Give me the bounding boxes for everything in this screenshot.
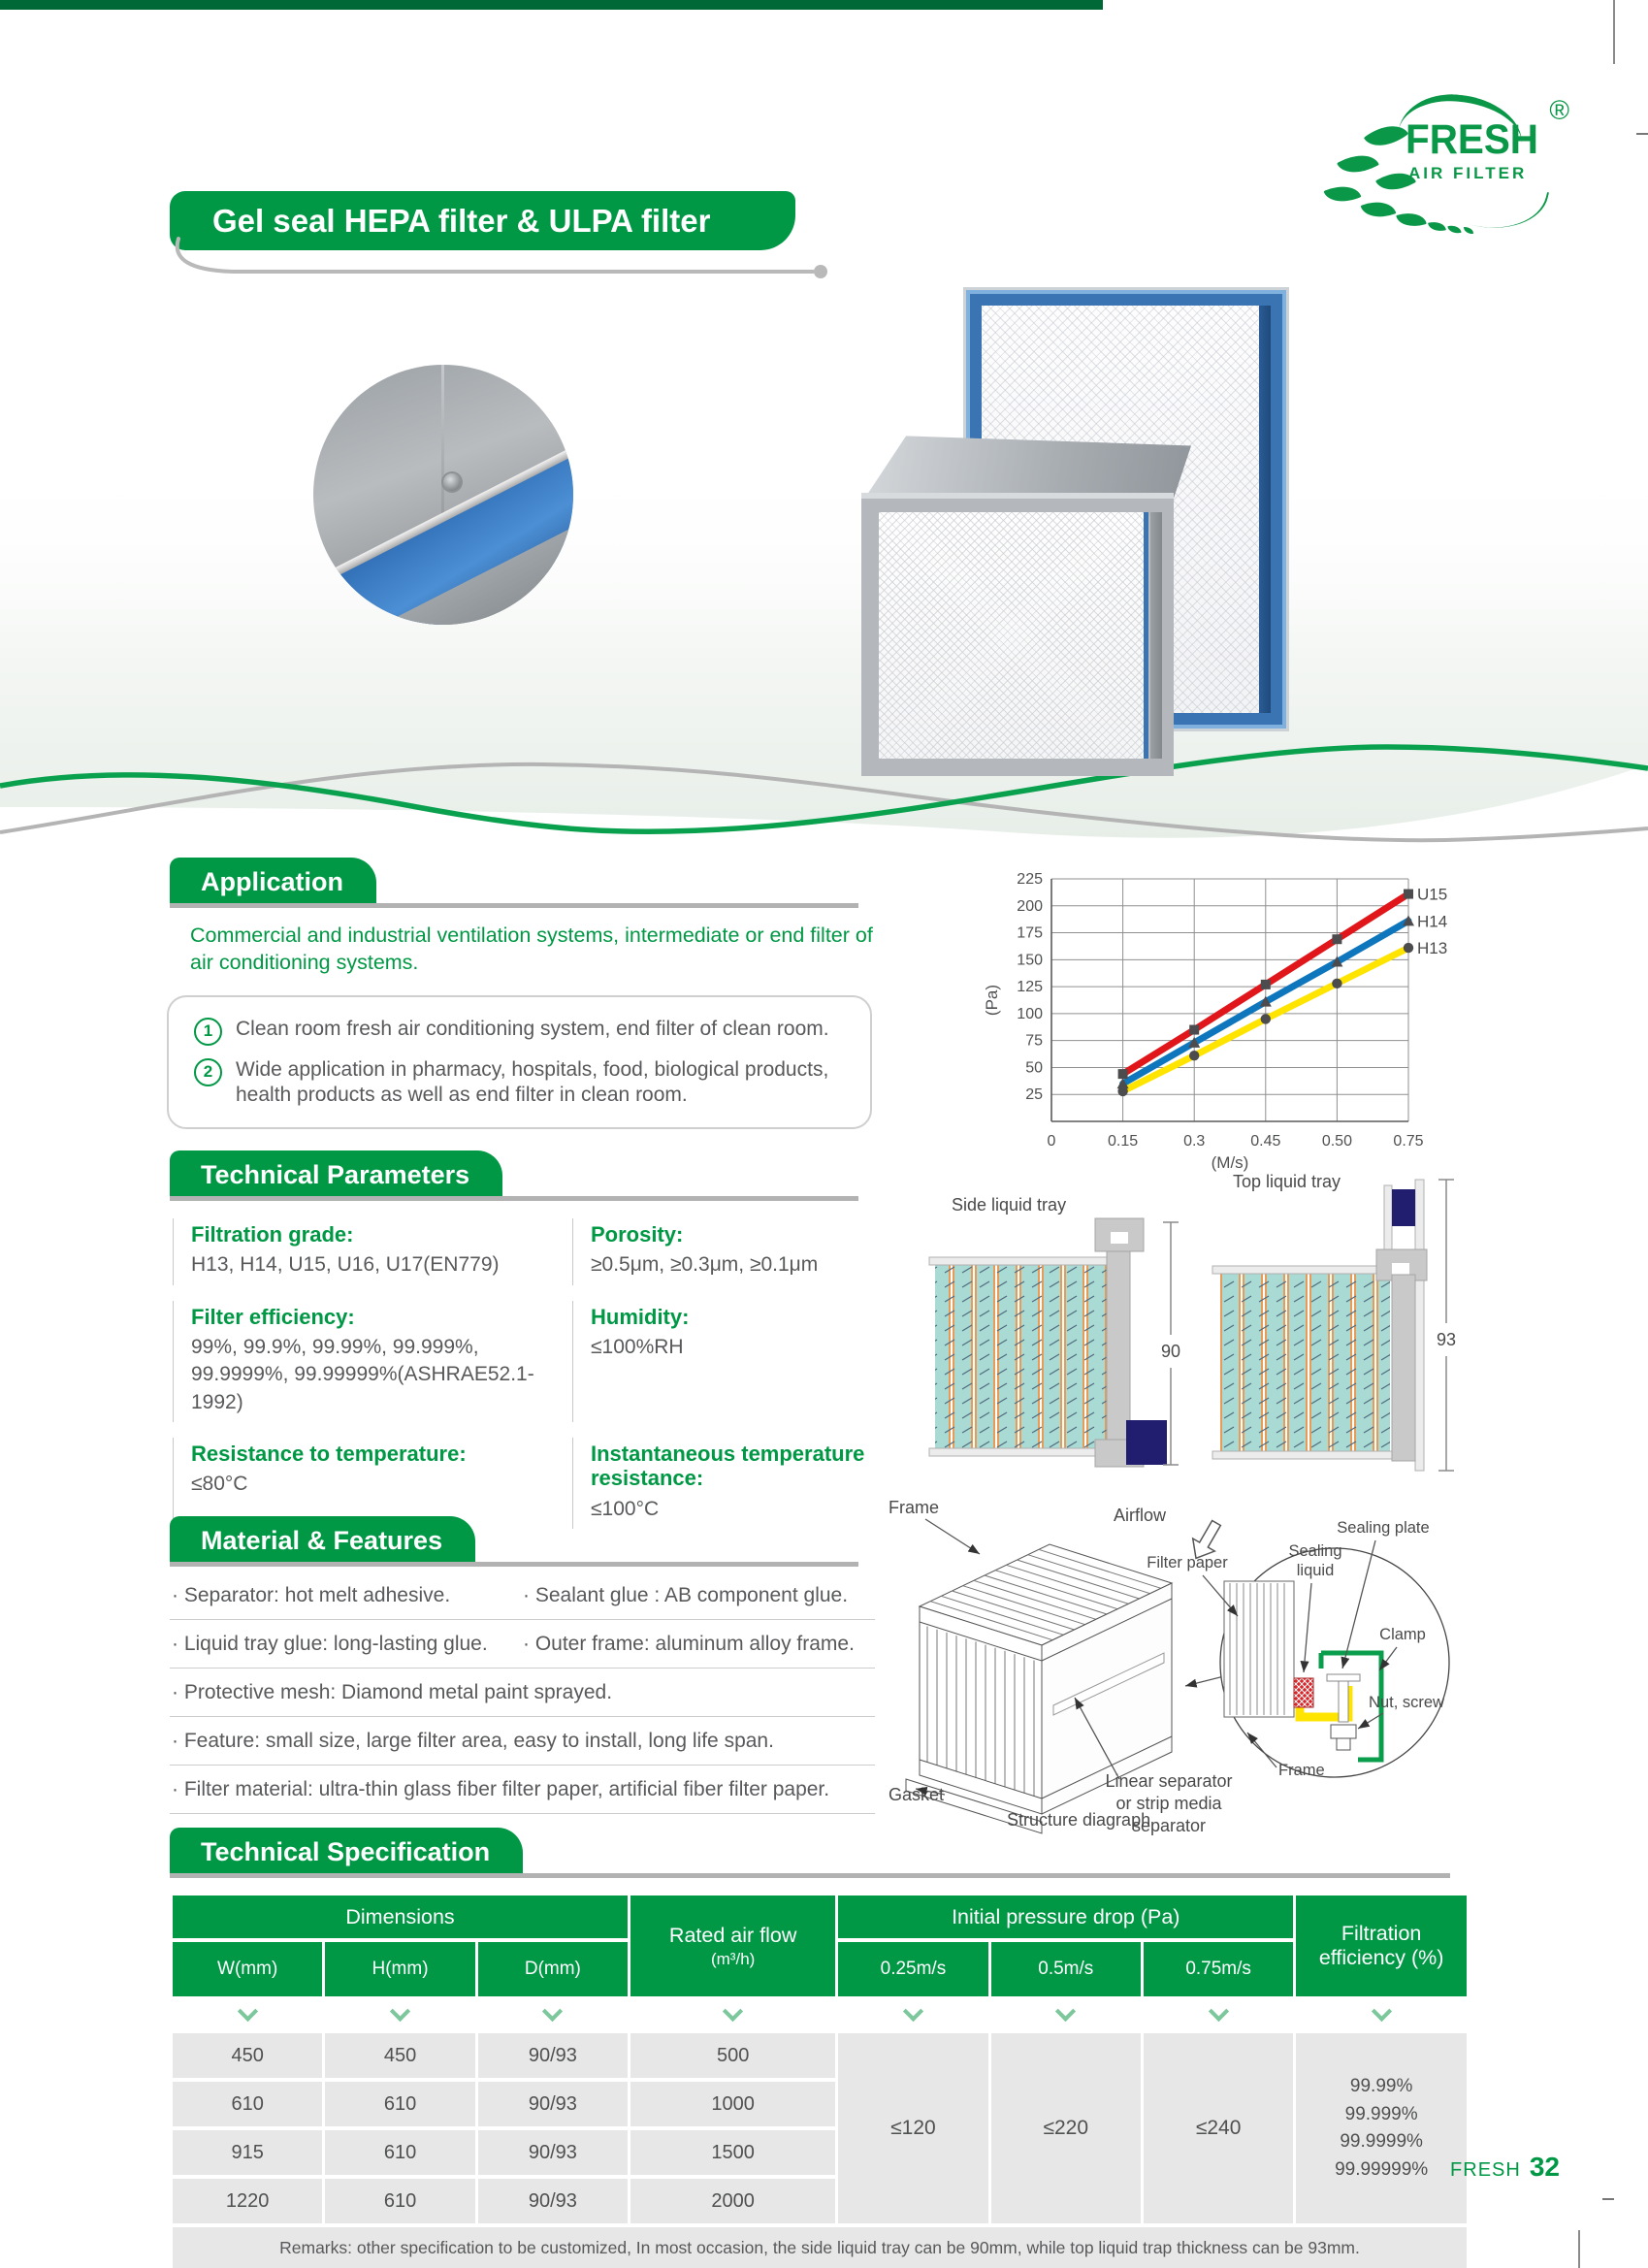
svg-text:150: 150 bbox=[1017, 952, 1043, 969]
svg-text:Side liquid tray: Side liquid tray bbox=[952, 1195, 1067, 1215]
svg-text:25: 25 bbox=[1025, 1086, 1043, 1104]
title-underline bbox=[165, 235, 844, 283]
technical-parameters-grid bbox=[173, 1218, 878, 1529]
svg-text:U15: U15 bbox=[1417, 885, 1448, 904]
svg-text:0.15: 0.15 bbox=[1108, 1133, 1139, 1150]
application-item-text: Wide application in pharmacy, hospitals, food, biological products, health products as well as end filter in clean room. bbox=[236, 1057, 829, 1106]
brand-subname: AIR FILTER bbox=[1408, 164, 1528, 182]
pressure-cell: ≤120 bbox=[838, 2033, 987, 2223]
leaf-icon bbox=[1464, 227, 1473, 234]
col-initial-pressure-drop: Initial pressure drop (Pa) bbox=[838, 1895, 1293, 1938]
material-features-list bbox=[170, 1571, 875, 1814]
svg-text:Clamp: Clamp bbox=[1379, 1626, 1426, 1643]
svg-text:Structure diagraph: Structure diagraph bbox=[1007, 1810, 1151, 1830]
sub-header-cell: 0.75m/s bbox=[1144, 1942, 1293, 1996]
parameter-value: ≤100°C bbox=[591, 1497, 660, 1520]
table-cell: 90/93 bbox=[478, 2033, 628, 2078]
svg-text:or strip media: or strip media bbox=[1115, 1794, 1222, 1813]
svg-text:Sealing: Sealing bbox=[1288, 1542, 1342, 1560]
svg-text:H13: H13 bbox=[1417, 939, 1448, 958]
parameter-label: Resistance to temperature: bbox=[191, 1441, 467, 1466]
number-badge: 1 bbox=[194, 1018, 222, 1046]
parameter-block bbox=[173, 1301, 572, 1422]
col-rated-air-flow: Rated air flow (m³/h) bbox=[630, 1895, 835, 1996]
section-divider bbox=[170, 1873, 1450, 1878]
col-filtration-efficiency: Filtration efficiency (%) bbox=[1296, 1895, 1467, 1996]
parameter-value: H13, H14, U15, U16, U17(EN779) bbox=[191, 1253, 500, 1277]
crop-mark bbox=[1636, 133, 1648, 135]
svg-text:H14: H14 bbox=[1417, 912, 1448, 931]
svg-text:Nut, screw: Nut, screw bbox=[1369, 1694, 1444, 1711]
remarks-text: Remarks: other specification to be customized, In most occasion, the side liquid tray can be 90mm, while top liquid trap thickness can be 93mm. bbox=[173, 2227, 1467, 2268]
section-tab-application: Application bbox=[170, 858, 376, 906]
brand-logo bbox=[1324, 89, 1571, 252]
parameter-label: Filter efficiency: bbox=[191, 1304, 355, 1329]
parameter-label: Humidity: bbox=[591, 1304, 690, 1329]
svg-text:93: 93 bbox=[1437, 1330, 1457, 1349]
svg-text:175: 175 bbox=[1017, 924, 1043, 942]
crop-mark bbox=[1613, 0, 1615, 64]
table-cell: 500 bbox=[630, 2033, 835, 2078]
parameter-value: 99%, 99.9%, 99.99%, 99.999%, 99.9999%, 99.99999%(ASHRAE52.1-1992) bbox=[191, 1335, 534, 1413]
chevron-down-icon bbox=[390, 2001, 410, 2022]
feature-row bbox=[170, 1669, 875, 1717]
parameter-label: Instantaneous temperature resistance: bbox=[591, 1441, 865, 1491]
svg-text:Frame: Frame bbox=[889, 1498, 940, 1517]
brand-name: FRESH bbox=[1406, 116, 1538, 163]
crop-mark bbox=[1578, 2230, 1580, 2268]
sub-header-cell: H(mm) bbox=[325, 1942, 474, 1996]
chevron-down-icon bbox=[1055, 2001, 1076, 2022]
parameter-block bbox=[173, 1438, 572, 1529]
table-cell: 2000 bbox=[630, 2179, 835, 2223]
table-cell: 610 bbox=[173, 2082, 322, 2126]
feature-text: · Feature: small size, large filter area, easy to install, long life span. bbox=[172, 1730, 774, 1752]
svg-text:75: 75 bbox=[1025, 1032, 1043, 1050]
col-dimensions: Dimensions bbox=[173, 1895, 628, 1938]
structure-diagram bbox=[883, 1492, 1484, 1843]
table-cell: 610 bbox=[325, 2179, 474, 2223]
remarks-row bbox=[173, 2227, 1467, 2268]
feature-row bbox=[170, 1766, 875, 1814]
chevron-down-icon bbox=[723, 2001, 743, 2022]
application-item bbox=[194, 1017, 845, 1046]
parameter-label: Filtration grade: bbox=[191, 1222, 354, 1247]
section-tab-technical-parameters: Technical Parameters bbox=[170, 1150, 502, 1199]
feature-row bbox=[170, 1620, 875, 1669]
svg-text:225: 225 bbox=[1017, 871, 1043, 888]
svg-text:0.50: 0.50 bbox=[1321, 1133, 1352, 1150]
registered-mark: ® bbox=[1549, 95, 1569, 125]
feature-text: · Protective mesh: Diamond metal paint sprayed. bbox=[172, 1681, 613, 1703]
svg-text:0.3: 0.3 bbox=[1183, 1133, 1206, 1150]
table-cell: 90/93 bbox=[478, 2130, 628, 2175]
crop-mark bbox=[1602, 2198, 1614, 2200]
svg-text:100: 100 bbox=[1017, 1005, 1043, 1022]
parameter-block bbox=[572, 1438, 878, 1529]
svg-text:(M/s): (M/s) bbox=[1211, 1153, 1249, 1172]
svg-text:0: 0 bbox=[1047, 1133, 1056, 1150]
table-cell: 1000 bbox=[630, 2082, 835, 2126]
svg-text:(Pa): (Pa) bbox=[983, 984, 1001, 1017]
chevron-row bbox=[173, 2000, 1467, 2029]
feature-text: · Filter material: ultra-thin glass fiber filter paper, artificial fiber filter paper. bbox=[172, 1778, 830, 1800]
page-footer bbox=[1366, 2152, 1560, 2183]
application-list-box bbox=[167, 995, 872, 1129]
group-header-row bbox=[173, 1895, 1467, 1938]
pressure-cell: ≤240 bbox=[1144, 2033, 1293, 2223]
parameter-value: ≥0.5μm, ≥0.3μm, ≥0.1μm bbox=[591, 1253, 819, 1277]
svg-text:Top liquid tray: Top liquid tray bbox=[1233, 1172, 1341, 1191]
leaf-icon bbox=[1396, 208, 1427, 231]
number-badge: 2 bbox=[194, 1058, 222, 1086]
page-title: Gel seal HEPA filter & ULPA filter bbox=[212, 202, 711, 239]
parameter-value: ≤80°C bbox=[191, 1473, 248, 1496]
table-cell: 450 bbox=[173, 2033, 322, 2078]
wave-decoration bbox=[0, 456, 1648, 844]
leaf-icon bbox=[1323, 178, 1361, 209]
pressure-cell: ≤220 bbox=[991, 2033, 1141, 2223]
table-cell: 90/93 bbox=[478, 2082, 628, 2126]
svg-text:liquid: liquid bbox=[1296, 1562, 1335, 1579]
chevron-down-icon bbox=[1209, 2001, 1229, 2022]
feature-text: · Sealant glue : AB component glue. bbox=[523, 1584, 849, 1606]
spec-table bbox=[170, 1892, 1470, 2268]
svg-text:0.45: 0.45 bbox=[1250, 1133, 1281, 1150]
chevron-down-icon bbox=[903, 2001, 923, 2022]
table-cell: 90/93 bbox=[478, 2179, 628, 2223]
feature-text: · Separator: hot melt adhesive. bbox=[172, 1584, 451, 1606]
leaf-icon bbox=[1428, 219, 1446, 233]
section-tab-material-features: Material & Features bbox=[170, 1516, 475, 1565]
gel-seal-detail-photo bbox=[313, 365, 573, 625]
svg-text:Sealing plate: Sealing plate bbox=[1337, 1519, 1430, 1537]
logo-stem-icon bbox=[1462, 174, 1549, 242]
chevron-down-icon bbox=[238, 2001, 258, 2022]
page-number: 32 bbox=[1529, 2152, 1560, 2182]
table-cell: 915 bbox=[173, 2130, 322, 2175]
parameter-block bbox=[572, 1218, 878, 1285]
pressure-drop-chart bbox=[982, 865, 1459, 1172]
table-cell: 1220 bbox=[173, 2179, 322, 2223]
leaf-icon bbox=[1337, 146, 1379, 181]
application-item bbox=[194, 1057, 845, 1109]
screw-detail bbox=[443, 473, 461, 491]
svg-text:200: 200 bbox=[1017, 897, 1043, 915]
svg-text:Filter paper: Filter paper bbox=[1147, 1554, 1228, 1571]
svg-text:90: 90 bbox=[1161, 1342, 1181, 1361]
section-tab-technical-specification: Technical Specification bbox=[170, 1828, 523, 1876]
leaf-icon bbox=[1447, 224, 1461, 235]
top-accent-bar bbox=[0, 0, 1103, 10]
svg-text:Linear separator: Linear separator bbox=[1105, 1771, 1233, 1791]
leaf-icon bbox=[1361, 195, 1397, 224]
feature-text: · Liquid tray glue: long-lasting glue. bbox=[172, 1633, 488, 1655]
sub-header-cell: 0.25m/s bbox=[838, 1942, 987, 1996]
footer-brand: FRESH bbox=[1450, 2159, 1521, 2181]
svg-text:separator: separator bbox=[1131, 1816, 1207, 1835]
svg-text:50: 50 bbox=[1025, 1059, 1043, 1077]
svg-text:0.75: 0.75 bbox=[1393, 1133, 1424, 1150]
parameter-block bbox=[572, 1301, 878, 1422]
table-cell: 450 bbox=[325, 2033, 474, 2078]
svg-text:Frame: Frame bbox=[1278, 1762, 1325, 1779]
section-divider bbox=[170, 1562, 858, 1567]
svg-text:125: 125 bbox=[1017, 979, 1043, 996]
chevron-down-icon bbox=[542, 2001, 563, 2022]
feature-text: · Outer frame: aluminum alloy frame. bbox=[523, 1633, 855, 1655]
feature-row bbox=[170, 1571, 875, 1620]
parameter-value: ≤100%RH bbox=[591, 1335, 684, 1358]
table-cell: 610 bbox=[325, 2082, 474, 2126]
parameter-block bbox=[173, 1218, 572, 1285]
sub-header-cell: D(mm) bbox=[478, 1942, 628, 1996]
application-intro: Commercial and industrial ventilation systems, intermediate or end filter of air conditioning systems. bbox=[190, 923, 873, 975]
application-item-text: Clean room fresh air conditioning system, end filter of clean room. bbox=[236, 1017, 829, 1040]
chevron-down-icon bbox=[1372, 2001, 1392, 2022]
svg-text:Gasket: Gasket bbox=[889, 1785, 945, 1804]
section-divider bbox=[170, 903, 858, 908]
parameter-label: Porosity: bbox=[591, 1222, 684, 1247]
hepa-filter-product-silver bbox=[861, 433, 1191, 772]
table-row bbox=[173, 2033, 1467, 2078]
sub-header-cell: W(mm) bbox=[173, 1942, 322, 1996]
efficiency-cell: 99.99% 99.999% 99.9999% 99.99999% bbox=[1296, 2033, 1467, 2223]
table-cell: 1500 bbox=[630, 2130, 835, 2175]
section-divider bbox=[170, 1196, 858, 1201]
liquid-tray-diagrams bbox=[907, 1160, 1508, 1502]
table-cell: 610 bbox=[325, 2130, 474, 2175]
svg-text:Airflow: Airflow bbox=[1114, 1506, 1167, 1525]
sub-header-cell: 0.5m/s bbox=[991, 1942, 1141, 1996]
feature-row bbox=[170, 1717, 875, 1766]
